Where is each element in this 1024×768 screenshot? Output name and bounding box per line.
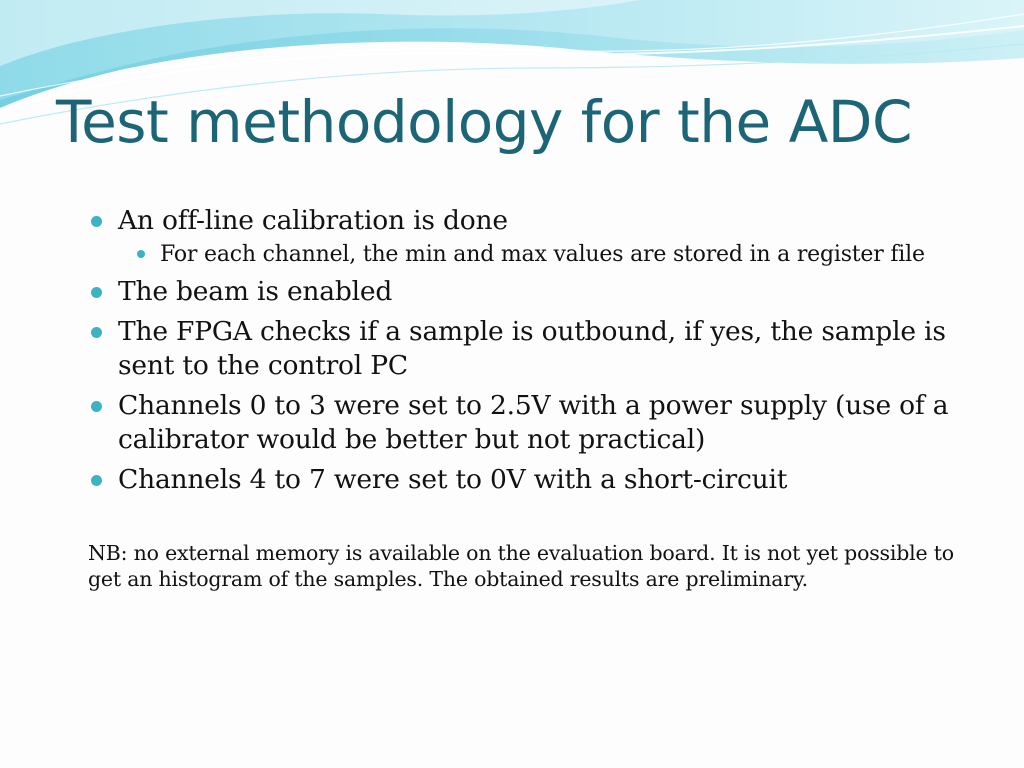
bullet-item bbox=[88, 463, 968, 497]
slide-title: Test methodology for the ADC bbox=[56, 88, 912, 156]
bullet-text: Channels 4 to 7 were set to 0V with a short-circuit bbox=[118, 464, 788, 495]
note-paragraph: NB: no external memory is available on the evaluation board. It is not yet possible to get an histogram of the samples. The obtained results are preliminary. bbox=[88, 541, 954, 591]
bullet-dot-icon bbox=[91, 401, 102, 412]
bullet-text: The beam is enabled bbox=[118, 276, 393, 307]
bullet-text: The FPGA checks if a sample is outbound, if yes, the sample is sent to the control PC bbox=[118, 316, 946, 381]
bullet-item bbox=[88, 315, 968, 383]
bullet-list bbox=[88, 204, 968, 497]
bullet-item bbox=[88, 389, 968, 457]
bullet-dot-icon bbox=[137, 250, 145, 258]
bullet-dot-icon bbox=[91, 216, 102, 227]
bullet-text: Channels 0 to 3 were set to 2.5V with a power supply (use of a calibrator would be better but not practical) bbox=[118, 390, 949, 455]
bullet-text: An off-line calibration is done bbox=[118, 205, 508, 236]
bullet-dot-icon bbox=[91, 287, 102, 298]
bullet-item bbox=[88, 204, 968, 238]
sub-bullet-text: For each channel, the min and max values are stored in a register file bbox=[160, 242, 925, 267]
bullet-dot-icon bbox=[91, 327, 102, 338]
slide-body bbox=[88, 204, 968, 592]
sub-bullet-item bbox=[88, 240, 968, 269]
bullet-item bbox=[88, 275, 968, 309]
bullet-dot-icon bbox=[91, 475, 102, 486]
